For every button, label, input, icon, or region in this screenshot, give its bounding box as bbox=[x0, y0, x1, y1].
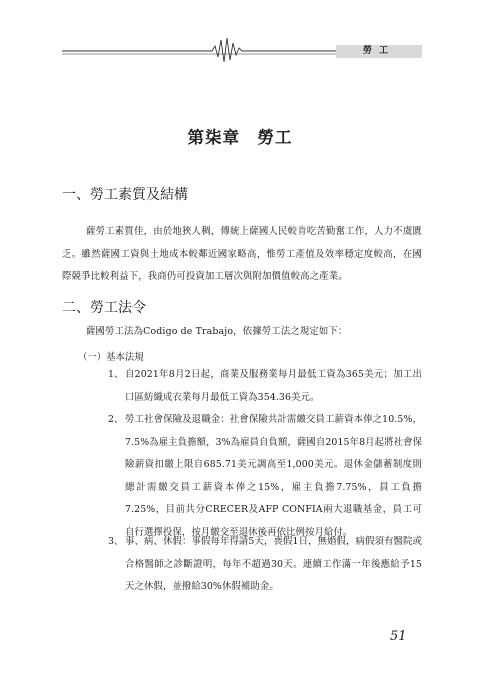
chapter-title: 第柒章 勞工 bbox=[187, 128, 293, 147]
page-number: 51 bbox=[390, 629, 407, 644]
section-1-paragraph: 薩勞工素質佳，由於地狹人稠，傳統上薩國人民較肯吃苦勤奮工作，人力不虞匱乏。雖然薩國工資與土地成本較鄰近國家略高，惟勞工產值及效率穩定度較高，在國際競爭比較利益下，我商仍可投資加工層次與附加價值較高之產業。 bbox=[62, 226, 422, 282]
list-item bbox=[108, 531, 422, 599]
list-item-text: 事、病、休假：事假每年得請5天，喪假1日，無婚假，病假須有醫院或合格醫師之診斷證明，每年不超過30天。連續工作滿一年後應給予15天之休假，並撥給30%休假補助金。 bbox=[125, 536, 422, 592]
list-item bbox=[108, 409, 422, 544]
list-item bbox=[108, 364, 422, 409]
list-item-text: 自2021年8月2日起，商業及服務業每月最低工資為365美元；加工出口區紡織成衣業每月最低工資為354.36美元。 bbox=[125, 369, 422, 403]
header-tag: 勞工 bbox=[336, 45, 422, 58]
list-item-number: 3、 bbox=[108, 536, 124, 547]
running-header bbox=[62, 34, 422, 64]
section-2-paragraph: 薩國勞工法為Codigo de Trabajo，依據勞工法之規定如下： bbox=[86, 326, 348, 337]
list-item-number: 1、 bbox=[108, 369, 124, 380]
section-heading-2: 二、勞工法令 bbox=[62, 300, 146, 316]
subsection-heading: （一）基本法規 bbox=[78, 352, 144, 363]
section-heading-1: 一、勞工素質及結構 bbox=[62, 187, 188, 203]
list-item-text: 勞工社會保險及退職金：社會保險共計需繳交員工薪資本俸之10.5%，7.5%為雇主負擔額，3%為雇員自負額，薩國自2015年8月起將社會保險薪資扣繳上限自685.71美元調高至1,000美元。退休金儲蓄制度則總計需繳交員工薪資本俸之15%，雇主負擔7.75%，員工負擔7.25%，目前共分CRECER及AFP CONFIA兩大退職基金，員工可自行選擇投保，按月繳交至退休後再依比例按月給付。 bbox=[125, 414, 423, 538]
list-item-number: 2、 bbox=[108, 414, 124, 425]
